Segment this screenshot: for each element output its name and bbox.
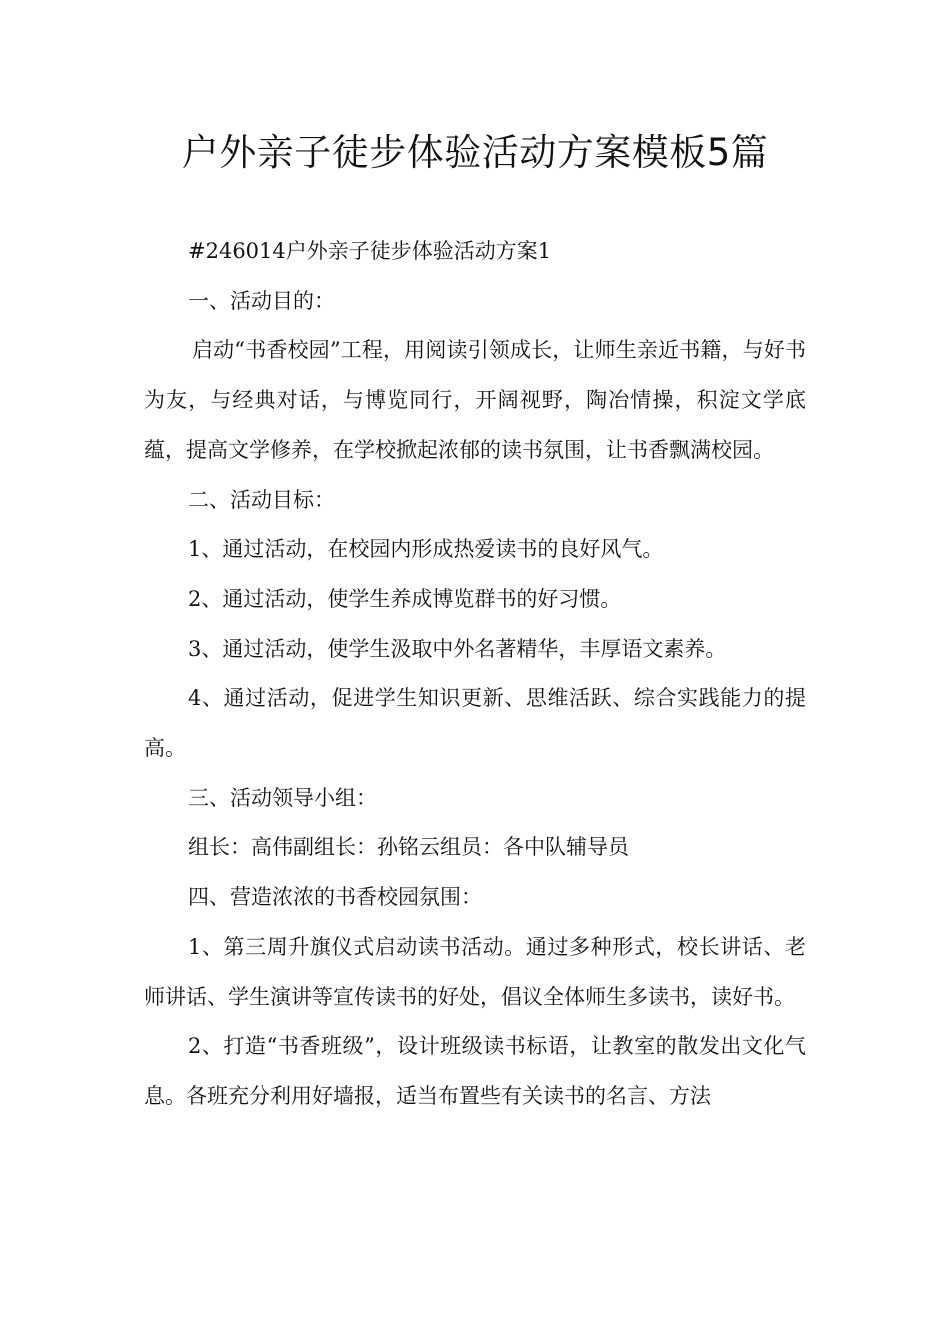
- section-heading-plan-1: #246014户外亲子徒步体验活动方案1: [188, 239, 552, 263]
- section-heading-atmosphere: 四、营造浓浓的书香校园氛围：: [188, 885, 482, 910]
- paragraph-leadership: 组长：高伟副组长：孙铭云组员：各中队辅导员: [188, 835, 629, 860]
- document-body: [144, 227, 806, 1122]
- section-heading-goals: 二、活动目标：: [188, 487, 335, 512]
- section-heading-purpose: 一、活动目的：: [188, 288, 335, 313]
- list-item-goal-4: 4、通过活动，促进学生知识更新、思维活跃、综合实践能力的提高。: [144, 686, 806, 761]
- section-heading-leadership: 三、活动领导小组：: [188, 785, 377, 810]
- list-item-atmosphere-2: 2、打造“书香班级”，设计班级读书标语，让教室的散发出文化气息。各班充分利用好墙报，适当布置些有关读书的名言、方法: [144, 1034, 806, 1108]
- document-title: 户外亲子徒步体验活动方案模板5篇: [181, 131, 769, 174]
- list-item-goal-2: 2、通过活动，使学生养成博览群书的好习惯。: [188, 586, 622, 611]
- list-item-goal-1: 1、通过活动，在校园内形成热爱读书的良好风气。: [188, 537, 664, 562]
- list-item-goal-3: 3、通过活动，使学生汲取中外名著精华，丰厚语文素养。: [188, 636, 727, 661]
- list-item-atmosphere-1: 1、第三周升旗仪式启动读书活动。通过多种形式，校长讲话、老师讲话、学生演讲等宣传读书的好处，倡议全体师生多读书，读好书。: [144, 934, 806, 1009]
- paragraph-purpose: 启动“书香校园”工程，用阅读引领成长，让师生亲近书籍，与好书为友，与经典对话，与博览同行，开阔视野，陶冶情操，积淀文学底蕴，提高文学修养，在学校掀起浓郁的读书氛围，让书香飘满校园。: [144, 338, 806, 462]
